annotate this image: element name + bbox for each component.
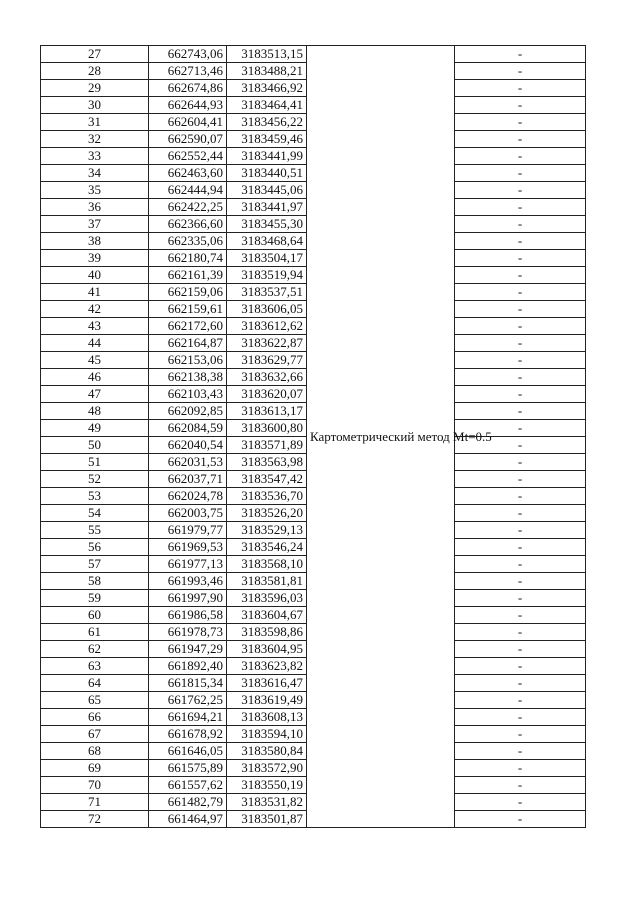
accuracy-cell: - <box>455 97 586 114</box>
x-coordinate-cell: 662713,46 <box>149 63 227 80</box>
point-number-cell: 34 <box>41 165 149 182</box>
x-coordinate-cell: 661986,58 <box>149 607 227 624</box>
y-coordinate-cell: 3183580,84 <box>227 743 307 760</box>
accuracy-cell: - <box>455 233 586 250</box>
point-number-cell: 27 <box>41 46 149 63</box>
x-coordinate-cell: 662084,59 <box>149 420 227 437</box>
x-coordinate-cell: 662552,44 <box>149 148 227 165</box>
x-coordinate-cell: 661977,13 <box>149 556 227 573</box>
point-number-cell: 28 <box>41 63 149 80</box>
point-number-cell: 32 <box>41 131 149 148</box>
accuracy-cell: - <box>455 471 586 488</box>
y-coordinate-cell: 3183598,86 <box>227 624 307 641</box>
y-coordinate-cell: 3183606,05 <box>227 301 307 318</box>
y-coordinate-cell: 3183501,87 <box>227 811 307 828</box>
y-coordinate-cell: 3183604,67 <box>227 607 307 624</box>
point-number-cell: 72 <box>41 811 149 828</box>
y-coordinate-cell: 3183529,13 <box>227 522 307 539</box>
accuracy-cell: - <box>455 80 586 97</box>
accuracy-cell: - <box>455 335 586 352</box>
accuracy-cell: - <box>455 46 586 63</box>
y-coordinate-cell: 3183441,97 <box>227 199 307 216</box>
y-coordinate-cell: 3183572,90 <box>227 760 307 777</box>
y-coordinate-cell: 3183455,30 <box>227 216 307 233</box>
x-coordinate-cell: 662180,74 <box>149 250 227 267</box>
point-number-cell: 46 <box>41 369 149 386</box>
point-number-cell: 41 <box>41 284 149 301</box>
accuracy-cell: - <box>455 131 586 148</box>
point-number-cell: 58 <box>41 573 149 590</box>
y-coordinate-cell: 3183600,80 <box>227 420 307 437</box>
accuracy-cell: - <box>455 182 586 199</box>
y-coordinate-cell: 3183546,24 <box>227 539 307 556</box>
accuracy-cell: - <box>455 607 586 624</box>
y-coordinate-cell: 3183616,47 <box>227 675 307 692</box>
accuracy-cell: - <box>455 250 586 267</box>
x-coordinate-cell: 661575,89 <box>149 760 227 777</box>
point-number-cell: 69 <box>41 760 149 777</box>
point-number-cell: 48 <box>41 403 149 420</box>
y-coordinate-cell: 3183619,49 <box>227 692 307 709</box>
accuracy-cell: - <box>455 454 586 471</box>
table-row <box>41 46 586 63</box>
point-number-cell: 29 <box>41 80 149 97</box>
accuracy-cell: - <box>455 267 586 284</box>
y-coordinate-cell: 3183594,10 <box>227 726 307 743</box>
y-coordinate-cell: 3183456,22 <box>227 114 307 131</box>
x-coordinate-cell: 661694,21 <box>149 709 227 726</box>
point-number-cell: 36 <box>41 199 149 216</box>
method-cell: Картометрический метод Mt=0.5 <box>307 46 455 828</box>
y-coordinate-cell: 3183568,10 <box>227 556 307 573</box>
point-number-cell: 57 <box>41 556 149 573</box>
y-coordinate-cell: 3183550,19 <box>227 777 307 794</box>
point-number-cell: 68 <box>41 743 149 760</box>
y-coordinate-cell: 3183608,13 <box>227 709 307 726</box>
x-coordinate-cell: 661762,25 <box>149 692 227 709</box>
y-coordinate-cell: 3183537,51 <box>227 284 307 301</box>
accuracy-cell: - <box>455 403 586 420</box>
point-number-cell: 53 <box>41 488 149 505</box>
accuracy-cell: - <box>455 488 586 505</box>
accuracy-cell: - <box>455 352 586 369</box>
x-coordinate-cell: 661892,40 <box>149 658 227 675</box>
point-number-cell: 64 <box>41 675 149 692</box>
accuracy-cell: - <box>455 284 586 301</box>
y-coordinate-cell: 3183622,87 <box>227 335 307 352</box>
accuracy-cell: - <box>455 369 586 386</box>
y-coordinate-cell: 3183445,06 <box>227 182 307 199</box>
x-coordinate-cell: 662590,07 <box>149 131 227 148</box>
point-number-cell: 59 <box>41 590 149 607</box>
y-coordinate-cell: 3183464,41 <box>227 97 307 114</box>
accuracy-cell: - <box>455 573 586 590</box>
x-coordinate-cell: 662138,38 <box>149 369 227 386</box>
accuracy-cell: - <box>455 726 586 743</box>
y-coordinate-cell: 3183571,89 <box>227 437 307 454</box>
x-coordinate-cell: 662422,25 <box>149 199 227 216</box>
x-coordinate-cell: 661969,53 <box>149 539 227 556</box>
x-coordinate-cell: 662604,41 <box>149 114 227 131</box>
accuracy-cell: - <box>455 811 586 828</box>
x-coordinate-cell: 661557,62 <box>149 777 227 794</box>
x-coordinate-cell: 662164,87 <box>149 335 227 352</box>
y-coordinate-cell: 3183612,62 <box>227 318 307 335</box>
x-coordinate-cell: 662031,53 <box>149 454 227 471</box>
point-number-cell: 63 <box>41 658 149 675</box>
point-number-cell: 42 <box>41 301 149 318</box>
x-coordinate-cell: 662444,94 <box>149 182 227 199</box>
x-coordinate-cell: 661482,79 <box>149 794 227 811</box>
point-number-cell: 39 <box>41 250 149 267</box>
accuracy-cell: - <box>455 522 586 539</box>
x-coordinate-cell: 662366,60 <box>149 216 227 233</box>
x-coordinate-cell: 662644,93 <box>149 97 227 114</box>
accuracy-cell: - <box>455 794 586 811</box>
x-coordinate-cell: 661997,90 <box>149 590 227 607</box>
y-coordinate-cell: 3183563,98 <box>227 454 307 471</box>
x-coordinate-cell: 661978,73 <box>149 624 227 641</box>
point-number-cell: 33 <box>41 148 149 165</box>
x-coordinate-cell: 662335,06 <box>149 233 227 250</box>
x-coordinate-cell: 662159,06 <box>149 284 227 301</box>
y-coordinate-cell: 3183441,99 <box>227 148 307 165</box>
x-coordinate-cell: 662161,39 <box>149 267 227 284</box>
accuracy-cell: - <box>455 675 586 692</box>
point-number-cell: 61 <box>41 624 149 641</box>
point-number-cell: 66 <box>41 709 149 726</box>
point-number-cell: 37 <box>41 216 149 233</box>
x-coordinate-cell: 661947,29 <box>149 641 227 658</box>
y-coordinate-cell: 3183466,92 <box>227 80 307 97</box>
point-number-cell: 60 <box>41 607 149 624</box>
point-number-cell: 56 <box>41 539 149 556</box>
accuracy-cell: - <box>455 63 586 80</box>
y-coordinate-cell: 3183596,03 <box>227 590 307 607</box>
x-coordinate-cell: 661979,77 <box>149 522 227 539</box>
accuracy-cell: - <box>455 777 586 794</box>
x-coordinate-cell: 662037,71 <box>149 471 227 488</box>
accuracy-cell: - <box>455 301 586 318</box>
accuracy-cell: - <box>455 505 586 522</box>
accuracy-cell: - <box>455 658 586 675</box>
y-coordinate-cell: 3183488,21 <box>227 63 307 80</box>
point-number-cell: 67 <box>41 726 149 743</box>
y-coordinate-cell: 3183620,07 <box>227 386 307 403</box>
accuracy-cell: - <box>455 165 586 182</box>
point-number-cell: 62 <box>41 641 149 658</box>
x-coordinate-cell: 661993,46 <box>149 573 227 590</box>
point-number-cell: 43 <box>41 318 149 335</box>
accuracy-cell: - <box>455 216 586 233</box>
point-number-cell: 65 <box>41 692 149 709</box>
accuracy-cell: - <box>455 148 586 165</box>
point-number-cell: 52 <box>41 471 149 488</box>
x-coordinate-cell: 662103,43 <box>149 386 227 403</box>
x-coordinate-cell: 662153,06 <box>149 352 227 369</box>
point-number-cell: 30 <box>41 97 149 114</box>
accuracy-cell: - <box>455 420 586 437</box>
y-coordinate-cell: 3183604,95 <box>227 641 307 658</box>
x-coordinate-cell: 662743,06 <box>149 46 227 63</box>
y-coordinate-cell: 3183536,70 <box>227 488 307 505</box>
point-number-cell: 70 <box>41 777 149 794</box>
point-number-cell: 45 <box>41 352 149 369</box>
y-coordinate-cell: 3183547,42 <box>227 471 307 488</box>
point-number-cell: 35 <box>41 182 149 199</box>
y-coordinate-cell: 3183581,81 <box>227 573 307 590</box>
accuracy-cell: - <box>455 114 586 131</box>
x-coordinate-cell: 662092,85 <box>149 403 227 420</box>
accuracy-cell: - <box>455 556 586 573</box>
point-number-cell: 51 <box>41 454 149 471</box>
x-coordinate-cell: 662159,61 <box>149 301 227 318</box>
y-coordinate-cell: 3183459,46 <box>227 131 307 148</box>
y-coordinate-cell: 3183513,15 <box>227 46 307 63</box>
point-number-cell: 38 <box>41 233 149 250</box>
accuracy-cell: - <box>455 590 586 607</box>
point-number-cell: 44 <box>41 335 149 352</box>
point-number-cell: 71 <box>41 794 149 811</box>
y-coordinate-cell: 3183632,66 <box>227 369 307 386</box>
y-coordinate-cell: 3183613,17 <box>227 403 307 420</box>
accuracy-cell: - <box>455 437 586 454</box>
coordinates-table <box>40 45 586 828</box>
y-coordinate-cell: 3183519,94 <box>227 267 307 284</box>
y-coordinate-cell: 3183531,82 <box>227 794 307 811</box>
accuracy-cell: - <box>455 692 586 709</box>
x-coordinate-cell: 662040,54 <box>149 437 227 454</box>
x-coordinate-cell: 661646,05 <box>149 743 227 760</box>
y-coordinate-cell: 3183629,77 <box>227 352 307 369</box>
accuracy-cell: - <box>455 709 586 726</box>
x-coordinate-cell: 661464,97 <box>149 811 227 828</box>
x-coordinate-cell: 661678,92 <box>149 726 227 743</box>
accuracy-cell: - <box>455 539 586 556</box>
x-coordinate-cell: 662674,86 <box>149 80 227 97</box>
accuracy-cell: - <box>455 641 586 658</box>
y-coordinate-cell: 3183440,51 <box>227 165 307 182</box>
x-coordinate-cell: 662003,75 <box>149 505 227 522</box>
point-number-cell: 54 <box>41 505 149 522</box>
x-coordinate-cell: 662172,60 <box>149 318 227 335</box>
y-coordinate-cell: 3183526,20 <box>227 505 307 522</box>
x-coordinate-cell: 662024,78 <box>149 488 227 505</box>
point-number-cell: 49 <box>41 420 149 437</box>
x-coordinate-cell: 661815,34 <box>149 675 227 692</box>
accuracy-cell: - <box>455 386 586 403</box>
y-coordinate-cell: 3183623,82 <box>227 658 307 675</box>
accuracy-cell: - <box>455 743 586 760</box>
point-number-cell: 40 <box>41 267 149 284</box>
point-number-cell: 55 <box>41 522 149 539</box>
accuracy-cell: - <box>455 199 586 216</box>
point-number-cell: 47 <box>41 386 149 403</box>
point-number-cell: 50 <box>41 437 149 454</box>
y-coordinate-cell: 3183468,64 <box>227 233 307 250</box>
accuracy-cell: - <box>455 318 586 335</box>
point-number-cell: 31 <box>41 114 149 131</box>
accuracy-cell: - <box>455 624 586 641</box>
y-coordinate-cell: 3183504,17 <box>227 250 307 267</box>
x-coordinate-cell: 662463,60 <box>149 165 227 182</box>
accuracy-cell: - <box>455 760 586 777</box>
coordinates-table-body <box>41 46 586 828</box>
